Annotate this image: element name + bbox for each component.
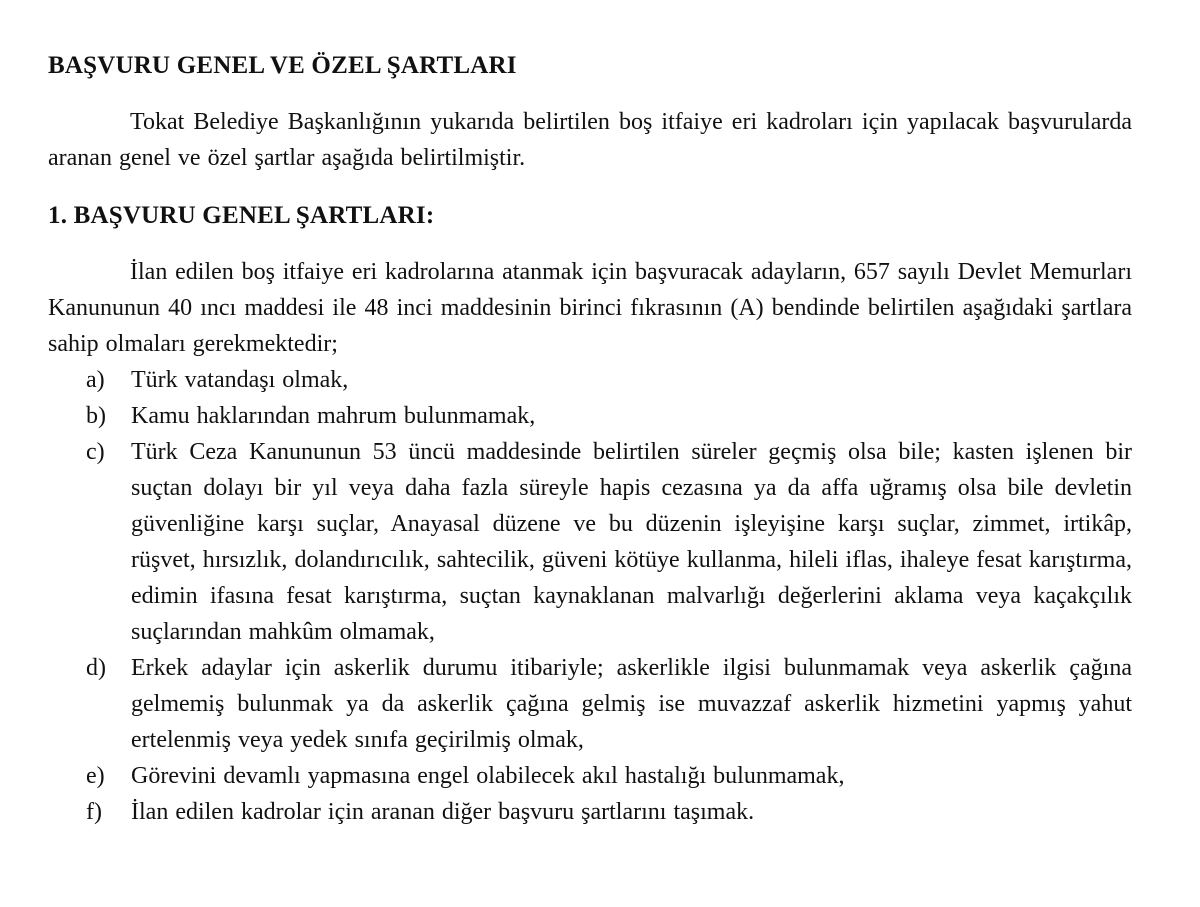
document-title: BAŞVURU GENEL VE ÖZEL ŞARTLARI [48,52,517,79]
intro-paragraph: Tokat Belediye Başkanlığının yukarıda belirtilen boş itfaiye eri kadroları için yapılacak başvurularda aranan genel ve özel şartlar aşağıda belirtilmiştir. [48,109,1132,171]
list-item-text: Türk Ceza Kanununun 53 üncü maddesinde belirtilen süreler geçmiş olsa bile; kasten işlenen bir suçtan dolayı bir yıl veya daha fazla süreyle hapis cezasına ya da affa uğramış olsa bile devletin güvenliğine karşı suçlar, Anayasal düzene ve bu düzenin işleyişine karşı suçlar, zimmet, irtikâp, rüşvet, hırsızlık, dolandırıcılık, sahtecilik, güveni kötüye kullanma, hileli iflas, ihaleye fesat karıştırma, edimin ifasına fesat karıştırma, suçtan kaynaklanan malvarlığı değerlerini aklama veya kaçakçılık suçlarından mahkûm olmamak, [131,439,1132,645]
list-item-marker: f) [86,799,102,825]
list-item-marker: d) [86,655,106,681]
list-item [48,794,1132,830]
list-item-marker: e) [86,763,105,789]
conditions-list [48,362,1132,830]
list-item [48,650,1132,758]
list-item [48,362,1132,398]
list-item-text: Türk vatandaşı olmak, [131,367,349,393]
list-item-text: İlan edilen kadrolar için aranan diğer başvuru şartlarını taşımak. [131,799,755,825]
list-item-marker: b) [86,403,106,429]
list-item-text: Kamu haklarından mahrum bulunmamak, [131,403,536,429]
list-item-text: Görevini devamlı yapmasına engel olabilecek akıl hastalığı bulunmamak, [131,763,845,789]
list-item-text: Erkek adaylar için askerlik durumu itibariyle; askerlikle ilgisi bulunmamak veya askerlik çağına gelmemiş bulunmak ya da askerlik çağına gelmiş ise muvazzaf askerlik hizmetini yapmış yahut ertelenmiş veya yedek sınıfa geçirilmiş olmak, [131,655,1132,753]
list-item [48,398,1132,434]
list-item-marker: a) [86,367,105,393]
list-item [48,758,1132,794]
section-intro-paragraph: İlan edilen boş itfaiye eri kadrolarına atanmak için başvuracak adayların, 657 sayılı Devlet Memurları Kanununun 40 ıncı maddesi ile 48 inci maddesinin birinci fıkrasının (A) bendinde belirtilen aşağıdaki şartlara sahip olmaları gerekmektedir; [48,259,1132,357]
document-page [48,48,1132,830]
section-heading-general-conditions: 1. BAŞVURU GENEL ŞARTLARI: [48,202,435,229]
list-item [48,434,1132,650]
list-item-marker: c) [86,439,105,465]
